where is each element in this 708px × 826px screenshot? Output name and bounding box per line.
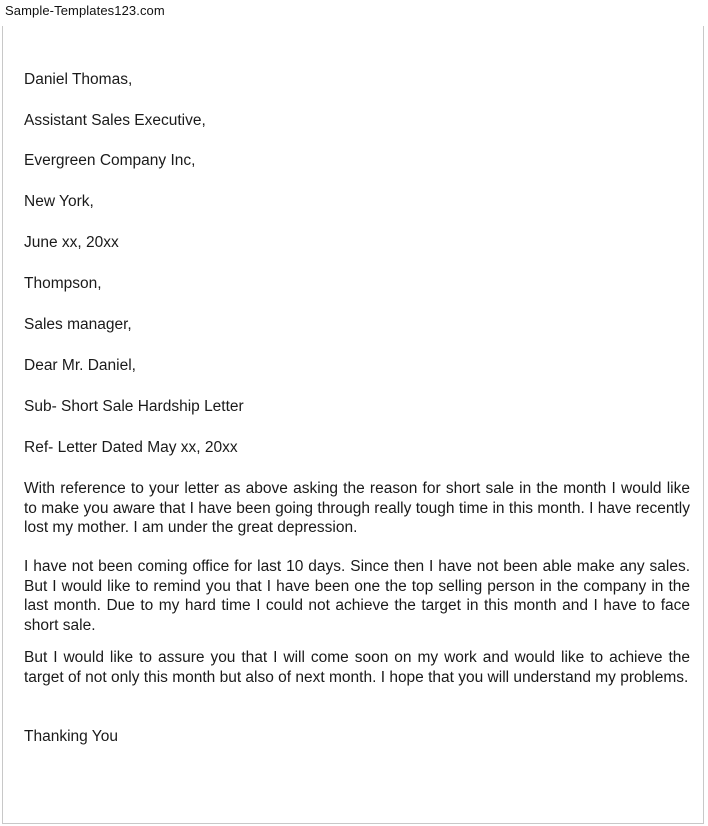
company-name: Evergreen Company Inc, [24,152,196,169]
closing: Thanking You [24,728,118,745]
city: New York, [24,193,94,210]
sender-name: Daniel Thomas, [24,71,133,88]
body-paragraph-3: But I would like to assure you that I will come soon on my work and would like to achieve the target of not only this month but also of next month. I hope that you will understand my problems. [24,649,690,686]
body-paragraph-1: With reference to your letter as above asking the reason for short sale in the month I would like to make you aware that I have been going through really tough time in this month. I have recently lost my mother. I am under the great depression. [24,480,690,536]
page-frame [2,26,704,824]
watermark-text: Sample-Templates123.com [5,3,165,18]
letter-date: June xx, 20xx [24,234,119,251]
reference-line: Ref- Letter Dated May xx, 20xx [24,439,238,456]
sender-title: Assistant Sales Executive, [24,112,206,129]
body-paragraph-2: I have not been coming office for last 10 days. Since then I have not been able make any sales. But I would like to remind you that I have been one the top selling person in the company in the last month. Due to my hard time I could not achieve the target in this month and I have to face short sale. [24,558,690,634]
recipient-name: Thompson, [24,275,102,292]
recipient-title: Sales manager, [24,316,132,333]
subject-line: Sub- Short Sale Hardship Letter [24,398,244,415]
salutation: Dear Mr. Daniel, [24,357,136,374]
